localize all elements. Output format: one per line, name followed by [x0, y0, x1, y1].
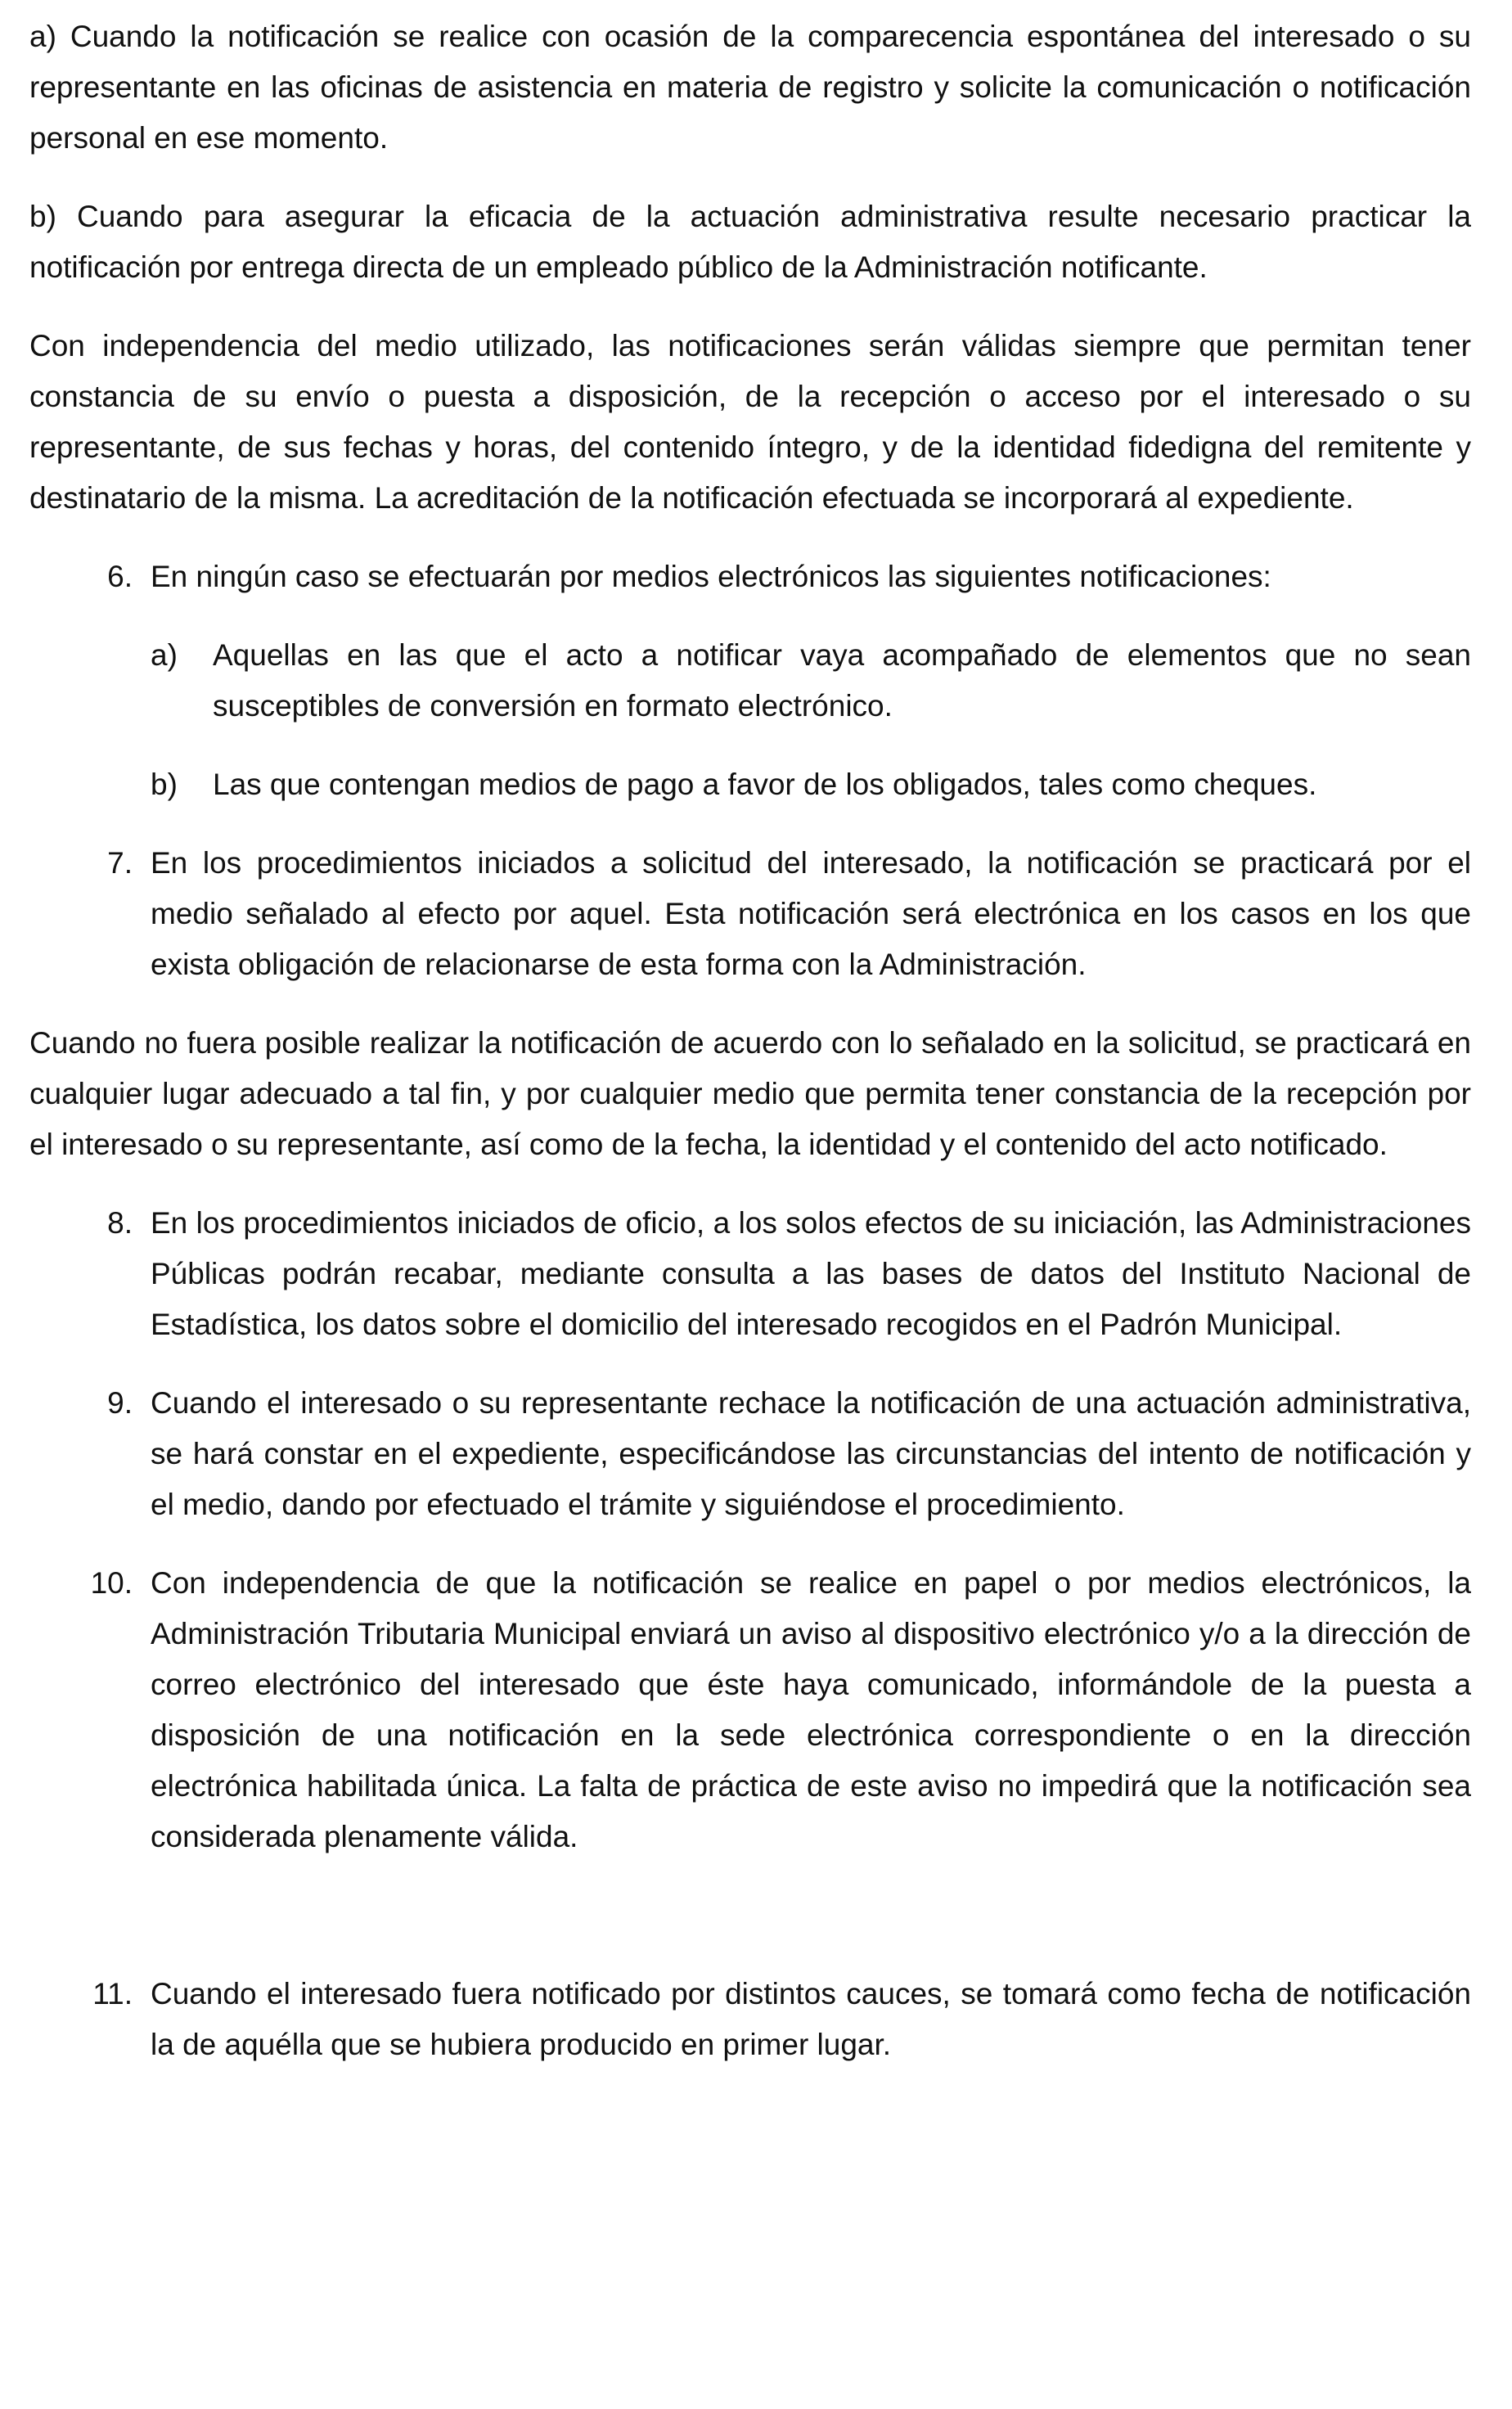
paragraph-no-posible: Cuando no fuera posible realizar la notificación de acuerdo con lo señalado en la solicitud, se practicará en cualquier lugar adecuado a tal fin, y por cualquier medio que permita tener constancia de la recepción por el interesado o su representante, así como de la fecha, la identidad y el contenido del acto notificado.: [29, 1026, 1471, 1161]
sublist-item-6b: [29, 759, 1471, 810]
sublist-item-6a: [29, 630, 1471, 732]
list-item-6: [29, 552, 1471, 602]
list-number: 10.: [90, 1566, 133, 1600]
paragraph-a: a) Cuando la notificación se realice con ocasión de la comparecencia espontánea del interesado o su representante en las oficinas de asistencia en materia de registro y solicite la comunicación o notificación personal en ese momento.: [29, 20, 1471, 155]
document-page: [29, 11, 1471, 2070]
list-text: Cuando el interesado fuera notificado por distintos cauces, se tomará como fecha de notificación la de aquélla que se hubiera producido en primer lugar.: [151, 1977, 1471, 2061]
paragraph-independencia: Con independencia del medio utilizado, las notificaciones serán válidas siempre que permitan tener constancia de su envío o puesta a disposición, de la recepción o acceso por el interesado o su representante, de sus fechas y horas, del contenido íntegro, y de la identidad fidedigna del remitente y destinatario de la misma. La acreditación de la notificación efectuada se incorporará al expediente.: [29, 329, 1471, 515]
paragraph-b: b) Cuando para asegurar la eficacia de la actuación administrativa resulte necesario practicar la notificación por entrega directa de un empleado público de la Administración notificante.: [29, 200, 1471, 284]
list-text: Las que contengan medios de pago a favor de los obligados, tales como cheques.: [213, 768, 1317, 801]
list-text: En ningún caso se efectuarán por medios electrónicos las siguientes notificaciones:: [151, 560, 1271, 593]
list-number: 6.: [107, 560, 133, 593]
list-item-9: [29, 1378, 1471, 1530]
list-number: 7.: [107, 846, 133, 880]
list-item-10: [29, 1558, 1471, 1862]
list-text: En los procedimientos iniciados a solicitud del interesado, la notificación se practicará por el medio señalado al efecto por aquel. Esta notificación será electrónica en los casos en los que exista obligación de relacionarse de esta forma con la Administración.: [151, 846, 1471, 981]
list-item-11: [29, 1969, 1471, 2070]
list-text: Aquellas en las que el acto a notificar vaya acompañado de elementos que no sean susceptibles de conversión en formato electrónico.: [213, 638, 1471, 723]
list-item-8: [29, 1198, 1471, 1350]
list-number: 8.: [107, 1206, 133, 1240]
list-text: Cuando el interesado o su representante rechace la notificación de una actuación administrativa, se hará constar en el expediente, especificándose las circunstancias del intento de notificación y el medio, dando por efectuado el trámite y siguiéndose el procedimiento.: [151, 1386, 1471, 1521]
list-item-7: [29, 838, 1471, 990]
list-letter: b): [151, 768, 178, 801]
list-letter: a): [151, 638, 178, 672]
list-number: 9.: [107, 1386, 133, 1420]
list-number: 11.: [92, 1977, 133, 2011]
list-text: Con independencia de que la notificación se realice en papel o por medios electrónicos, la Administración Tributaria Municipal enviará un aviso al dispositivo electrónico y/o a la dirección de correo electrónico del interesado que éste haya comunicado, informándole de la puesta a disposición de una notificación en la sede electrónica correspondiente o en la dirección electrónica habilitada única. La falta de práctica de este aviso no impedirá que la notificación sea considerada plenamente válida.: [151, 1566, 1471, 1853]
list-text: En los procedimientos iniciados de oficio, a los solos efectos de su iniciación, las Administraciones Públicas podrán recabar, mediante consulta a las bases de datos del Instituto Nacional de Estadística, los datos sobre el domicilio del interesado recogidos en el Padrón Municipal.: [151, 1206, 1471, 1341]
